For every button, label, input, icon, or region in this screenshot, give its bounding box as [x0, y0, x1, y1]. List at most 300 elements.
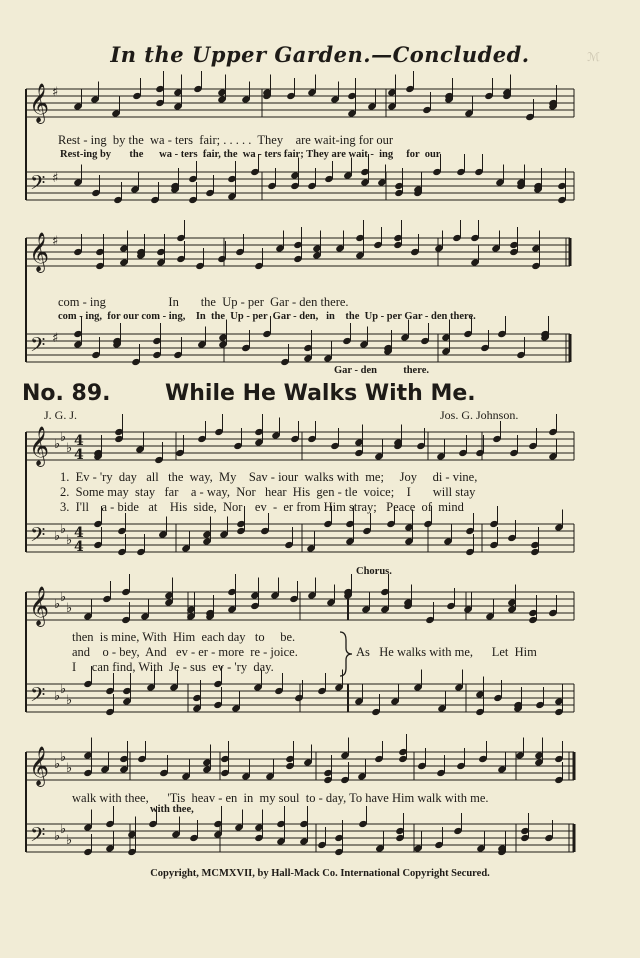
verse-3-line: I can find, With Je - sus ev - 'ry day.	[72, 660, 274, 674]
note-head	[250, 602, 260, 610]
note-head	[197, 340, 207, 348]
note-head	[188, 175, 198, 183]
note-head	[136, 548, 146, 556]
lyric-line: Rest - ing by the wa - ters fair; . . . . . They are wait-ing for our	[58, 133, 394, 147]
chorus-lyric: walk with thee, 'Tis heav - en in my soul to - day, To have Him walk with me.	[72, 791, 489, 805]
note-head	[403, 598, 413, 606]
note-head	[290, 435, 300, 443]
note-head	[404, 523, 414, 531]
note-head	[507, 598, 517, 606]
note-head	[121, 588, 131, 596]
note-head	[231, 704, 241, 712]
note-head	[334, 683, 344, 691]
note-head	[544, 834, 554, 842]
page-corner-mark: ℳ	[587, 50, 600, 64]
svg-text:♭: ♭	[66, 533, 73, 548]
note-head	[554, 776, 564, 784]
note-head	[343, 591, 353, 599]
note-head	[236, 527, 246, 535]
note-head	[422, 106, 432, 114]
note-head	[254, 834, 264, 842]
note-head	[489, 520, 499, 528]
note-head	[330, 95, 340, 103]
note-head	[509, 241, 519, 249]
svg-text:♭: ♭	[54, 597, 61, 612]
note-head	[480, 344, 490, 352]
note-head	[470, 258, 480, 266]
note-head	[528, 442, 538, 450]
note-head	[254, 823, 264, 831]
treble-clef-icon: 𝄞	[29, 83, 50, 123]
bass-clef-icon: 𝄢	[30, 523, 46, 551]
note-head	[217, 88, 227, 96]
note-head	[312, 244, 322, 252]
bass-staff-3	[26, 524, 574, 552]
note-head	[158, 530, 168, 538]
note-head	[475, 708, 485, 716]
note-head	[299, 837, 309, 845]
treble-clef-icon: 𝄞	[29, 426, 50, 466]
note-head	[205, 609, 215, 617]
note-head	[275, 244, 285, 252]
note-head	[323, 520, 333, 528]
note-head	[93, 452, 103, 460]
note-head	[557, 182, 567, 190]
note-head	[531, 244, 541, 252]
note-head	[127, 848, 137, 856]
note-head	[489, 541, 499, 549]
note-head	[531, 262, 541, 270]
note-head	[374, 755, 384, 763]
bass-clef-icon: 𝄢	[30, 823, 46, 851]
treble-clef-icon: 𝄞	[29, 746, 50, 786]
note-head	[453, 827, 463, 835]
note-head	[557, 196, 567, 204]
lyric-line: Rest-ing by the wa - ters fair, the wa - ters fair; They are wait - ing for our	[60, 149, 441, 160]
note-head	[188, 196, 198, 204]
svg-text:♭: ♭	[54, 529, 61, 544]
svg-text:♭: ♭	[66, 761, 73, 776]
note-head	[100, 765, 110, 773]
note-head	[241, 95, 251, 103]
note-head	[375, 844, 385, 852]
note-head	[312, 251, 322, 259]
note-head	[254, 428, 264, 436]
note-head	[73, 178, 83, 186]
note-head	[520, 834, 530, 842]
treble-staff-3	[26, 432, 574, 460]
note-head	[492, 435, 502, 443]
note-head	[111, 109, 121, 117]
note-head	[410, 248, 420, 256]
lyric-line: com - ing In the Up - per Gar - den there.	[58, 295, 349, 309]
note-head	[358, 820, 368, 828]
note-head	[520, 827, 530, 835]
note-head	[413, 185, 423, 193]
svg-text:♭: ♭	[54, 689, 61, 704]
note-head	[83, 823, 93, 831]
treble-clef-icon: 𝄞	[29, 232, 50, 272]
note-head	[131, 358, 141, 366]
note-head	[441, 333, 451, 341]
note-head	[119, 258, 129, 266]
note-head	[436, 452, 446, 460]
note-head	[83, 751, 93, 759]
note-head	[359, 340, 369, 348]
bass-staff-1	[26, 172, 574, 200]
chorus-label: Chorus.	[356, 566, 392, 577]
note-head	[534, 751, 544, 759]
note-head	[497, 765, 507, 773]
note-head	[227, 588, 237, 596]
note-head	[548, 102, 558, 110]
note-head	[306, 544, 316, 552]
verse-1-line: then is mine, With Him each day to be.	[72, 630, 296, 644]
note-head	[202, 537, 212, 545]
note-head	[367, 102, 377, 110]
note-head	[395, 827, 405, 835]
note-head	[156, 248, 166, 256]
note-head	[533, 182, 543, 190]
note-head	[90, 95, 100, 103]
note-head	[476, 844, 486, 852]
verse-2-line: 2. Some may stay far a - way, Nor hear His gen - tle voice; I will stay	[60, 485, 476, 499]
note-head	[464, 109, 474, 117]
note-head	[83, 769, 93, 777]
note-head	[159, 769, 169, 777]
note-head	[437, 704, 447, 712]
note-head	[393, 241, 403, 249]
note-head	[218, 333, 228, 341]
note-head	[361, 605, 371, 613]
note-head	[509, 248, 519, 256]
note-head	[202, 765, 212, 773]
note-head	[493, 694, 503, 702]
note-head	[202, 530, 212, 538]
note-head	[380, 588, 390, 596]
svg-text:♭: ♭	[60, 590, 67, 605]
note-head	[205, 612, 215, 620]
note-head	[404, 537, 414, 545]
bass-clef-icon: 𝄢	[30, 333, 46, 361]
note-head	[513, 704, 523, 712]
note-head	[502, 88, 512, 96]
note-head	[113, 196, 123, 204]
lyric-line: com - ing, for our com - ing, In the Up - per Gar - den, in the Up - per Gar - den there.	[58, 311, 476, 322]
note-head	[342, 337, 352, 345]
note-head	[195, 262, 205, 270]
bass-clef-icon: 𝄢	[30, 683, 46, 711]
note-head	[387, 102, 397, 110]
note-head	[343, 171, 353, 179]
note-head	[127, 830, 137, 838]
svg-text:♯: ♯	[52, 234, 59, 249]
note-head	[105, 708, 115, 716]
note-head	[73, 248, 83, 256]
note-head	[417, 762, 427, 770]
svg-text:♭: ♭	[54, 437, 61, 452]
note-head	[548, 428, 558, 436]
note-head	[250, 591, 260, 599]
note-head	[330, 442, 340, 450]
note-head	[425, 616, 435, 624]
note-head	[360, 168, 370, 176]
note-head	[334, 848, 344, 856]
note-head	[254, 262, 264, 270]
note-head	[454, 683, 464, 691]
note-head	[362, 527, 372, 535]
words-credit: J. G. J.	[44, 408, 78, 422]
note-head	[234, 823, 244, 831]
note-head	[260, 527, 270, 535]
note-head	[236, 520, 246, 528]
note-head	[534, 758, 544, 766]
note-head	[83, 612, 93, 620]
svg-text:♯: ♯	[52, 85, 59, 100]
note-head	[119, 244, 129, 252]
chorus-lyric: As He walks with me, Let Him	[356, 645, 537, 659]
note-head	[452, 234, 462, 242]
note-head	[186, 612, 196, 620]
note-head	[285, 755, 295, 763]
note-head	[317, 841, 327, 849]
note-head	[105, 687, 115, 695]
note-head	[235, 248, 245, 256]
note-head	[374, 452, 384, 460]
note-head	[410, 248, 420, 256]
note-head	[413, 683, 423, 691]
note-head	[276, 837, 286, 845]
note-head	[515, 751, 525, 759]
note-head	[217, 255, 227, 263]
note-head	[213, 701, 223, 709]
treble-staff-1	[26, 89, 574, 117]
note-head	[446, 602, 456, 610]
svg-text:♭: ♭	[54, 829, 61, 844]
note-head	[156, 258, 166, 266]
hymn-title: While He Walks With Me.	[165, 381, 476, 406]
note-head	[303, 354, 313, 362]
note-head	[347, 92, 357, 100]
note-head	[387, 88, 397, 96]
note-head	[290, 171, 300, 179]
note-head	[465, 527, 475, 535]
note-head	[423, 520, 433, 528]
note-head	[122, 697, 132, 705]
note-head	[220, 755, 230, 763]
note-head	[270, 591, 280, 599]
note-head	[554, 697, 564, 705]
note-head	[485, 612, 495, 620]
note-head	[395, 834, 405, 842]
note-head	[456, 168, 466, 176]
note-head	[176, 234, 186, 242]
note-head	[345, 537, 355, 545]
note-head	[478, 755, 488, 763]
note-head	[360, 178, 370, 186]
note-head	[192, 704, 202, 712]
note-head	[502, 92, 512, 100]
note-head	[357, 772, 367, 780]
note-head	[478, 755, 488, 763]
note-head	[377, 178, 387, 186]
note-head	[233, 442, 243, 450]
copyright-notice: Copyright, MCMXVII, by Hall-Mack Co. International Copyright Secured.	[150, 868, 490, 879]
svg-text:♭: ♭	[54, 757, 61, 772]
note-head	[171, 830, 181, 838]
svg-text:♭: ♭	[66, 833, 73, 848]
note-head	[175, 449, 185, 457]
note-head	[137, 755, 147, 763]
note-head	[93, 541, 103, 549]
note-head	[241, 344, 251, 352]
svg-text:4: 4	[74, 539, 84, 555]
note-head	[227, 605, 237, 613]
note-head	[284, 541, 294, 549]
note-head	[535, 701, 545, 709]
note-head	[205, 189, 215, 197]
note-head	[83, 680, 93, 688]
note-head	[405, 85, 415, 93]
note-head	[398, 755, 408, 763]
note-head	[324, 175, 334, 183]
note-head	[250, 168, 260, 176]
lyric-line: Gar - den there.	[334, 365, 429, 376]
note-head	[189, 834, 199, 842]
note-head	[345, 520, 355, 528]
note-head	[470, 234, 480, 242]
note-head	[474, 168, 484, 176]
note-head	[548, 609, 558, 617]
note-head	[170, 182, 180, 190]
note-head	[93, 449, 103, 457]
note-head	[289, 595, 299, 603]
note-head	[303, 344, 313, 352]
note-head	[285, 762, 295, 770]
note-head	[540, 333, 550, 341]
note-head	[293, 255, 303, 263]
note-head	[227, 175, 237, 183]
note-head	[117, 527, 127, 535]
note-head	[154, 456, 164, 464]
note-head	[155, 99, 165, 107]
note-head	[416, 442, 426, 450]
note-head	[484, 92, 494, 100]
svg-text:♭: ♭	[66, 441, 73, 456]
note-head	[554, 708, 564, 716]
svg-text:♭: ♭	[60, 822, 67, 837]
note-head	[491, 244, 501, 252]
note-head	[554, 523, 564, 531]
note-head	[495, 178, 505, 186]
music-credit: Jos. G. Johnson.	[440, 408, 519, 422]
note-head	[530, 541, 540, 549]
note-head	[214, 428, 224, 436]
note-head	[432, 168, 442, 176]
svg-text:♯: ♯	[52, 171, 59, 186]
note-head	[114, 428, 124, 436]
note-head	[516, 182, 526, 190]
treble-staff-4	[26, 592, 574, 620]
note-head	[497, 848, 507, 856]
bass-staff-4	[26, 684, 574, 712]
note-head	[444, 92, 454, 100]
note-head	[280, 358, 290, 366]
bass-clef-icon: 𝄢	[30, 171, 46, 199]
svg-text:♯: ♯	[52, 331, 59, 346]
note-head	[299, 820, 309, 828]
note-head	[186, 605, 196, 613]
note-head	[326, 598, 336, 606]
note-head	[135, 445, 145, 453]
note-head	[394, 182, 404, 190]
note-head	[173, 88, 183, 96]
note-head	[420, 337, 430, 345]
note-head	[386, 520, 396, 528]
note-head	[335, 244, 345, 252]
note-head	[507, 534, 517, 542]
note-head	[355, 234, 365, 242]
note-head	[121, 616, 131, 624]
note-head	[286, 92, 296, 100]
note-head	[197, 435, 207, 443]
note-head	[197, 340, 207, 348]
note-head	[525, 113, 535, 121]
note-head	[276, 820, 286, 828]
note-head	[548, 452, 558, 460]
note-head	[413, 189, 423, 197]
note-head	[548, 99, 558, 107]
svg-text:♭: ♭	[60, 682, 67, 697]
note-head	[554, 755, 564, 763]
note-head	[193, 85, 203, 93]
svg-text:♭: ♭	[66, 693, 73, 708]
note-head	[417, 762, 427, 770]
note-head	[173, 102, 183, 110]
note-head	[403, 602, 413, 610]
note-head	[152, 351, 162, 359]
note-head	[290, 182, 300, 190]
note-head	[373, 241, 383, 249]
note-head	[371, 708, 381, 716]
note-head	[334, 834, 344, 842]
note-head	[136, 251, 146, 259]
note-head	[343, 171, 353, 179]
note-head	[271, 431, 281, 439]
note-head	[150, 196, 160, 204]
note-head	[181, 544, 191, 552]
note-head	[375, 844, 385, 852]
note-head	[516, 351, 526, 359]
note-head	[227, 192, 237, 200]
note-head	[95, 248, 105, 256]
note-head	[528, 609, 538, 617]
note-head	[274, 687, 284, 695]
note-head	[213, 830, 223, 838]
note-head	[343, 588, 353, 596]
note-head	[73, 102, 83, 110]
svg-text:♭: ♭	[60, 430, 67, 445]
note-head	[441, 347, 451, 355]
note-head	[516, 178, 526, 186]
bass-staff-2	[26, 334, 570, 362]
note-head	[262, 88, 272, 96]
note-head	[260, 527, 270, 535]
hymn-number: No. 89.	[22, 381, 111, 406]
note-head	[533, 185, 543, 193]
svg-text:♭: ♭	[66, 601, 73, 616]
note-head	[95, 262, 105, 270]
